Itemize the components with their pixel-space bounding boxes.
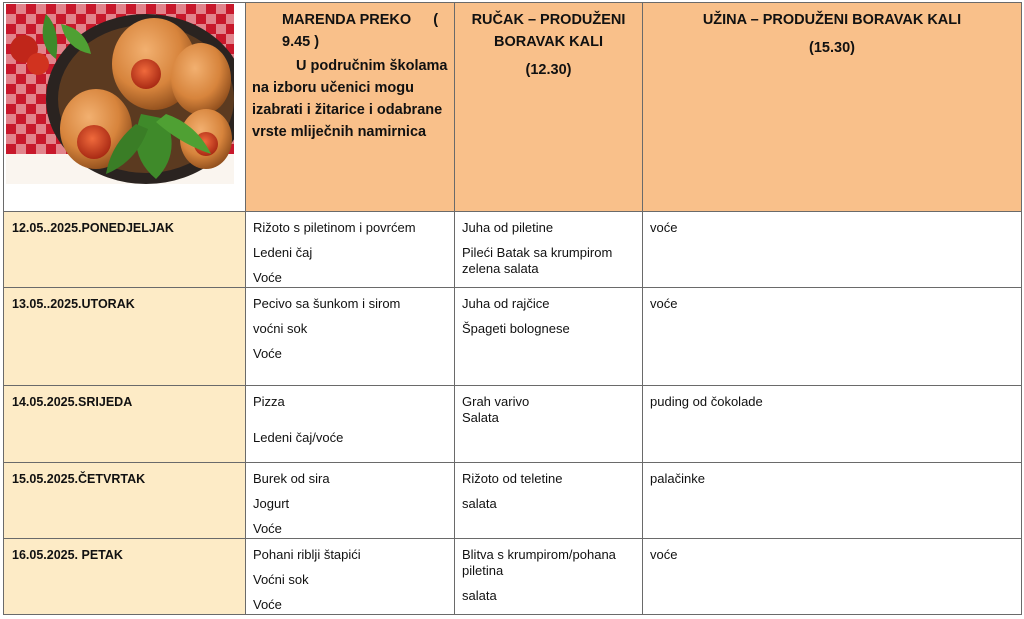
menu-item: Voćni sok <box>253 572 309 587</box>
menu-item: voće <box>650 220 678 235</box>
header-marenda <box>246 3 455 212</box>
day-label: 15.05.2025.ČETVRTAK <box>12 472 146 486</box>
food-photo <box>6 4 234 184</box>
menu-item: puding od čokolade <box>650 394 763 409</box>
menu-item: Voće <box>253 270 282 285</box>
menu-item: Pecivo sa šunkom i sirom <box>253 296 401 311</box>
food-photo-cell <box>4 3 246 212</box>
rucak-cell <box>455 463 643 539</box>
day-label: 16.05.2025. PETAK <box>12 548 123 562</box>
rucak-cell <box>455 539 643 615</box>
menu-item: voće <box>650 296 678 311</box>
day-label: 14.05.2025.SRIJEDA <box>12 395 133 409</box>
menu-item: Burek od sira <box>253 471 330 486</box>
menu-item: Špageti bolognese <box>462 321 570 336</box>
menu-item: Juha od piletine <box>462 220 554 235</box>
menu-item: Voće <box>253 521 282 536</box>
marenda-title: MARENDA PREKO <box>282 12 412 28</box>
day-label-cell <box>4 463 246 539</box>
menu-item: Rižoto od teletine <box>462 471 563 486</box>
menu-item: piletina <box>462 563 504 578</box>
day-label-cell <box>4 386 246 463</box>
table-row <box>4 386 1022 463</box>
uzina-cell <box>643 212 1022 288</box>
table-row <box>4 288 1022 386</box>
menu-item: Rižoto s piletinom i povrćem <box>253 220 416 235</box>
uzina-cell <box>643 386 1022 463</box>
rucak-time: (12.30) <box>525 62 572 78</box>
header-row <box>4 3 1022 212</box>
header-rucak <box>455 3 643 212</box>
menu-item: voćni sok <box>253 321 308 336</box>
marenda-note-line: mogu izabrati i žitarice i <box>252 80 414 118</box>
menu-item: Salata <box>462 410 499 425</box>
marenda-note-line: odabrane vrste mliječnih <box>252 102 443 140</box>
menu-item: salata <box>462 588 497 603</box>
menu-item: Blitva s krumpirom/pohana <box>462 547 616 562</box>
menu-item: Pohani riblji štapići <box>253 547 361 562</box>
menu-item: Pizza <box>253 394 285 409</box>
table-row <box>4 539 1022 615</box>
day-label-cell <box>4 212 246 288</box>
marenda-cell <box>246 386 455 463</box>
day-label-cell <box>4 288 246 386</box>
uzina-cell <box>643 539 1022 615</box>
marenda-note-line: U područnim <box>296 58 386 74</box>
header-uzina <box>643 3 1022 212</box>
table-row <box>4 212 1022 288</box>
marenda-cell <box>246 539 455 615</box>
marenda-cell <box>246 463 455 539</box>
marenda-cell <box>246 212 455 288</box>
uzina-title: UŽINA – PRODUŽENI BORAVAK KALI <box>702 12 962 28</box>
marenda-note-line: namirnica <box>357 124 427 140</box>
menu-item: palačinke <box>650 471 705 486</box>
rucak-title-line: RUČAK – PRODUŽENI <box>471 12 626 28</box>
menu-item: Ledeni čaj/voće <box>253 430 344 445</box>
menu-item: zelena salata <box>462 261 539 276</box>
marenda-time: ( 9.45 ) <box>282 12 439 50</box>
table-row <box>4 463 1022 539</box>
menu-item: Grah varivo <box>462 394 530 409</box>
marenda-note-line: školama na izboru učenici <box>252 58 448 96</box>
uzina-cell <box>643 463 1022 539</box>
marenda-cell <box>246 288 455 386</box>
weekly-menu-table <box>3 2 1022 615</box>
menu-item: salata <box>462 496 497 511</box>
menu-item: Ledeni čaj <box>253 245 313 260</box>
menu-item: voće <box>650 547 678 562</box>
menu-item: Voće <box>253 346 282 361</box>
day-label: 12.05..2025.PONEDJELJAK <box>12 221 174 235</box>
uzina-cell <box>643 288 1022 386</box>
menu-item: Pileći Batak sa krumpirom <box>462 245 613 260</box>
rucak-cell <box>455 288 643 386</box>
rucak-cell <box>455 386 643 463</box>
uzina-time: (15.30) <box>809 40 855 56</box>
day-label: 13.05..2025.UTORAK <box>12 297 135 311</box>
menu-item: Voće <box>253 597 282 612</box>
menu-item: Jogurt <box>253 496 290 511</box>
menu-item: Juha od rajčice <box>462 296 550 311</box>
day-label-cell <box>4 539 246 615</box>
rucak-cell <box>455 212 643 288</box>
rucak-title-line: BORAVAK KALI <box>493 34 603 50</box>
